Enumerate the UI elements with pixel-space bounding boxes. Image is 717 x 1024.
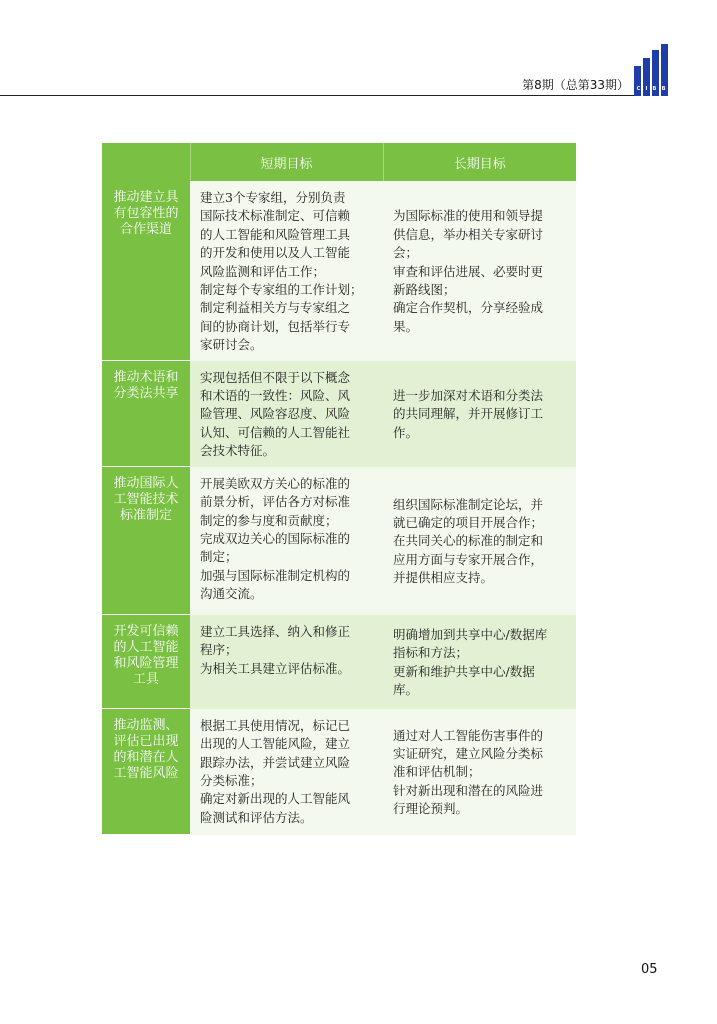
long-term-cell-line: 更新和维护共享中心/数据 [393,663,535,679]
table-row [102,615,576,709]
row-label-line: 分类法共享 [113,386,179,402]
long-term-cell [383,709,576,835]
goals-table [102,143,576,835]
short-term-cell-line: 前景分析，评估各方对标准 [200,494,351,510]
header-divider [0,95,640,96]
long-term-cell-line: 果。 [393,318,419,334]
short-term-cell [190,361,383,467]
row-label [102,709,190,835]
row-label-line: 的和潜在人 [113,750,179,766]
row-label-line: 标准制定 [119,508,172,524]
short-term-cell-line: 为相关工具建立评估标准。 [200,660,351,676]
long-term-cell [383,467,576,615]
short-term-cell-line: 的开发和使用以及人工智能 [200,245,351,261]
long-term-cell-line: 进一步加深对术语和分类法 [393,388,544,404]
long-term-cell-line: 行理论预判。 [393,801,469,817]
table-row [102,361,576,467]
short-term-cell [190,709,383,835]
row-label-line: 有包容性的 [113,206,179,221]
header-short-term: 短期目标 [190,143,383,181]
short-term-cell-line: 制定利益相关方与专家组之 [200,300,351,316]
short-term-cell-line: 出现的人工智能风险，建立 [200,736,351,752]
short-term-cell-line: 加强与国际标准制定机构的 [200,567,351,583]
long-term-cell [383,615,576,709]
short-term-cell-line: 根据工具使用情况，标记已 [200,717,351,733]
long-term-cell-line: 准和评估机制； [393,764,481,780]
long-term-cell-line: 审查和评估进展、必要时更 [393,263,544,279]
short-term-cell-line: 建立工具选择、纳入和修正 [200,623,351,639]
long-term-cell-line: 在共同关心的标准的制定和 [393,533,544,549]
long-term-cell-line: 针对新出现和潜在的风险进 [393,782,544,798]
cibb-logo [634,44,668,96]
row-label-line: 评估已出现 [113,734,179,750]
row-label [102,467,190,615]
header-corner-cell [102,143,190,181]
logo-letter: B [661,86,666,92]
short-term-cell-line: 建立3个专家组，分别负责 [200,190,346,205]
short-term-cell-line: 国际技术标准制定、可信赖 [200,208,351,224]
long-term-cell-line: 实证研究，建立风险分类标 [393,746,544,762]
row-label [102,361,190,467]
short-term-cell-line: 跟踪办法，并尝试建立风险 [200,754,351,770]
long-term-cell-line: 的共同理解，并开展修订工 [393,406,544,422]
long-term-cell-line: 为国际标准的使用和领导提 [393,208,544,224]
row-label-line: 的人工智能 [113,640,179,656]
row-label-line: 工智能风险 [113,766,179,782]
short-term-cell-line: 认知、可信赖的人工智能社 [200,424,351,440]
short-term-cell [190,181,383,361]
long-term-cell-line: 组织国际标准制定论坛，并 [393,496,544,512]
short-term-cell-line: 制定的参与度和贡献度； [200,512,338,528]
short-term-cell-line: 沟通交流。 [200,586,263,602]
short-term-cell-line: 确定对新出现的人工智能风 [200,791,351,807]
short-term-cell-line: 会技术特征。 [200,443,276,459]
short-term-cell-line: 和术语的一致性：风险、风 [200,388,351,404]
row-label [102,615,190,709]
short-term-cell-line: 险测试和评估方法。 [200,809,313,825]
long-term-cell-line: 就已确定的项目开展合作； [393,515,544,531]
logo-letter: I [645,86,648,92]
long-term-cell-line: 指标和方法； [393,645,469,661]
long-term-cell-line: 通过对人工智能伤害事件的 [393,727,544,743]
table-row [102,181,576,361]
short-term-cell-line: 间的协商计划，包括举行专 [200,318,351,334]
short-term-cell-line: 制定； [200,549,238,565]
row-label-line: 推动国际人 [113,476,179,492]
short-term-cell-line: 家研讨会。 [200,337,263,353]
row-label-line: 推动术语和 [113,370,179,386]
row-label-line: 推动监测、 [113,718,179,734]
row-label [102,181,190,361]
long-term-cell-line: 明确增加到共享中心/数据库 [393,626,548,642]
logo-letter: C [636,86,641,92]
short-term-cell [190,467,383,615]
short-term-cell-line: 开展美欧双方关心的标准的 [200,475,351,491]
issue-header: 第8期（总第33期） [522,78,629,92]
long-term-cell-line: 会； [393,245,419,261]
short-term-cell-line: 制定每个专家组的工作计划； [200,282,363,298]
short-term-cell-line: 程序； [200,642,238,658]
logo-letter: B [652,86,657,92]
row-label-line: 推动建立具 [113,190,179,205]
row-label-line: 工具 [132,672,159,688]
page-number: 05 [641,962,658,977]
long-term-cell [383,361,576,467]
short-term-cell-line: 完成双边关心的国际标准的 [200,530,351,546]
row-label-line: 开发可信赖 [113,624,179,640]
long-term-cell-line: 库。 [393,682,419,698]
table-row [102,709,576,835]
long-term-cell-line: 确定合作契机，分享经验成 [393,300,544,316]
short-term-cell-line: 风险监测和评估工作； [200,263,326,279]
long-term-cell-line: 新路线图； [393,282,456,298]
table-header-row [102,143,576,181]
long-term-cell [383,181,576,361]
short-term-cell-line: 分类标准； [200,772,263,788]
row-label-line: 和风险管理 [113,656,179,672]
long-term-cell-line: 作。 [393,424,419,440]
short-term-cell-line: 实现包括但不限于以下概念 [200,369,351,385]
short-term-cell-line: 险管理、风险容忍度、风险 [200,406,351,422]
long-term-cell-line: 应用方面与专家开展合作， [393,551,544,567]
short-term-cell-line: 的人工智能和风险管理工具 [200,226,351,242]
table-row [102,467,576,615]
long-term-cell-line: 供信息，举办相关专家研讨 [393,226,544,242]
long-term-cell-line: 并提供相应支持。 [393,570,494,586]
short-term-cell [190,615,383,709]
header-long-term: 长期目标 [383,143,576,181]
row-label-line: 工智能技术 [113,492,179,508]
row-label-line: 合作渠道 [119,222,172,237]
